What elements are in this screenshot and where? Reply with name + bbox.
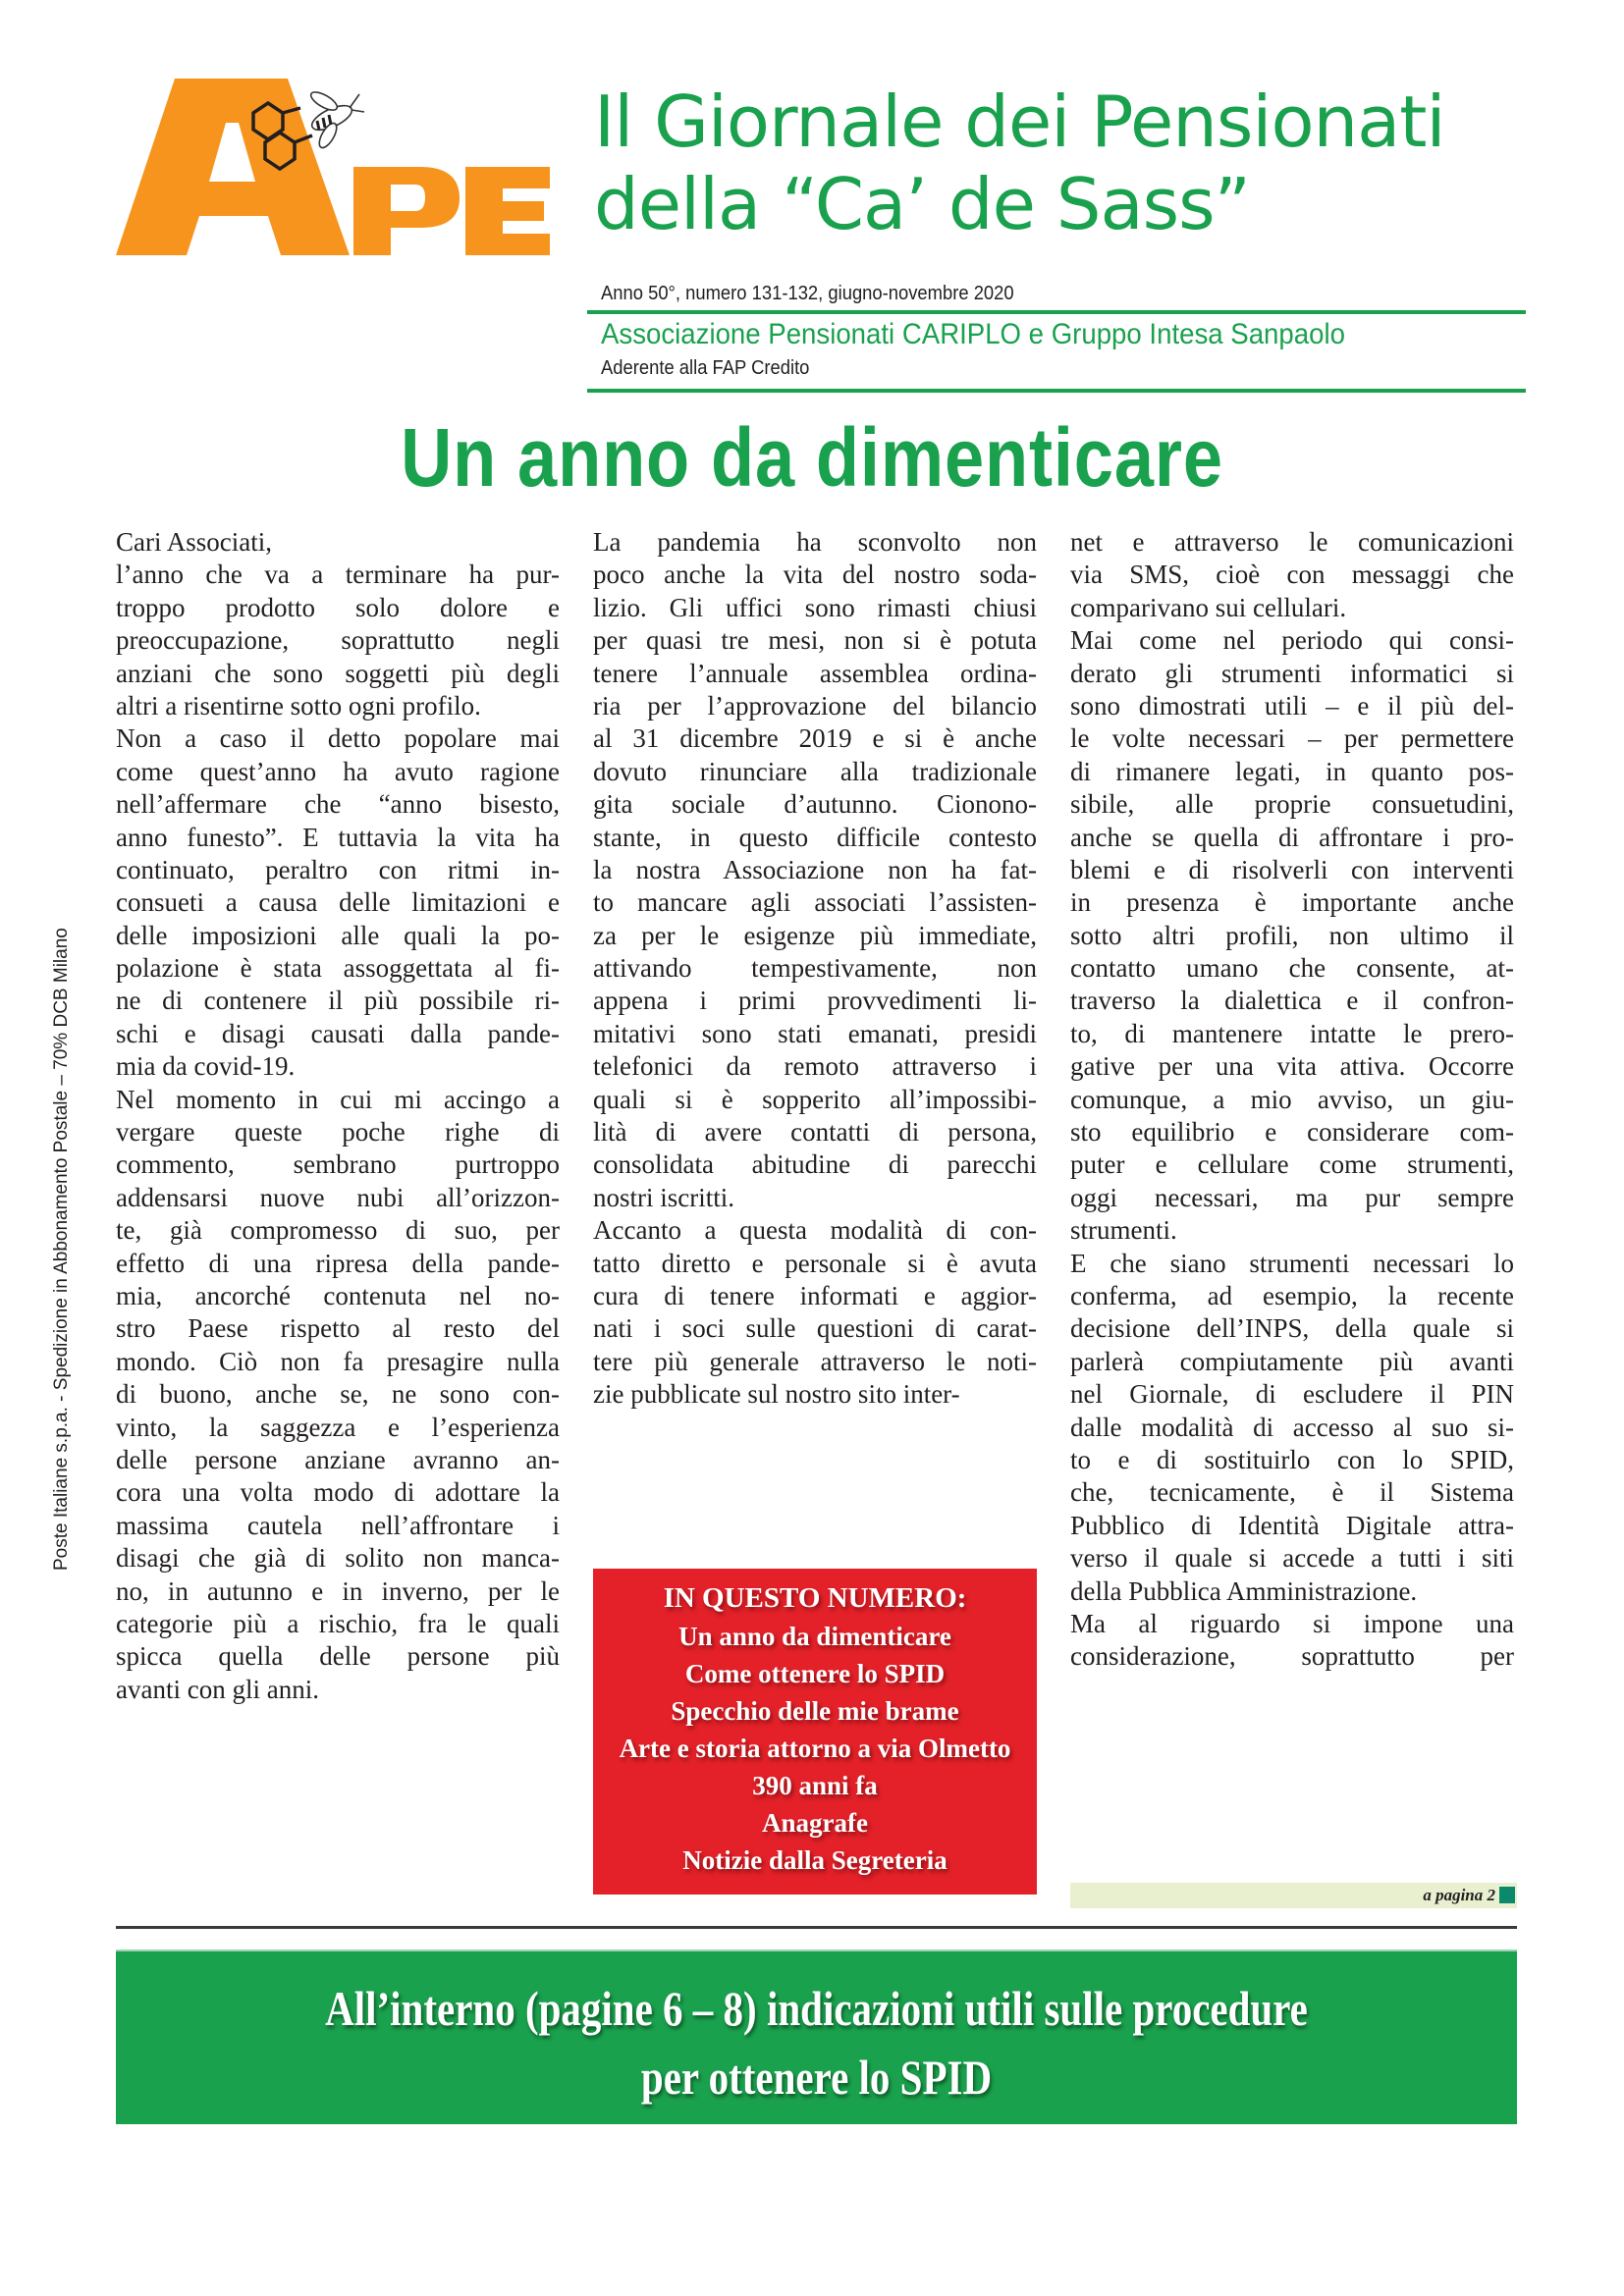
text-line: anziani che sono soggetti più degli: [116, 658, 560, 688]
text-line: Ma al riguardo si impone una: [1070, 1608, 1514, 1638]
text-line: to mancare agli associati l’assisten-: [593, 887, 1037, 918]
bee-honeycomb-logo-icon: [106, 69, 568, 255]
text-line: cora una volta modo di adottare la: [116, 1477, 560, 1508]
text-line: stro Paese rispetto al resto del: [116, 1313, 560, 1344]
text-line: come quest’anno ha avuto ragione: [116, 756, 560, 786]
association-name: Associazione Pensionati CARIPLO e Gruppo Intesa Sanpaolo: [601, 318, 1345, 350]
banner-line-2: per ottenere lo SPID: [640, 2050, 993, 2105]
text-line: le volte necessari – per permettere: [1070, 723, 1514, 754]
text-line: appena i primi provvedimenti li-: [593, 986, 1037, 1016]
text-line: gative per una vita attiva. Occorre: [1070, 1051, 1514, 1082]
text-line: E che siano strumenti necessari lo: [1070, 1248, 1514, 1278]
text-line: parlerà compiutamente più avanti: [1070, 1346, 1514, 1376]
text-line: lità di avere contatti di persona,: [593, 1117, 1037, 1148]
text-line: oggi necessari, ma pur sempre: [1070, 1182, 1514, 1212]
text-line: no, in autunno e in inverno, per le: [116, 1575, 560, 1606]
text-line: vinto, la saggezza e l’esperienza: [116, 1412, 560, 1442]
spid-info-banner: [116, 1949, 1517, 2124]
text-line: sto equilibrio e considerare com-: [1070, 1117, 1514, 1148]
text-line: poco anche la vita del nostro soda-: [593, 560, 1037, 590]
issue-info: Anno 50°, numero 131-132, giugno-novembre 2020: [601, 283, 1014, 304]
text-line: considerazione, soprattutto per: [1070, 1641, 1514, 1672]
text-line: quali si è sopperito all’impossibi-: [593, 1084, 1037, 1114]
toc-item[interactable]: Come ottenere lo SPID: [684, 1659, 946, 1688]
text-line: disagi che già di solito non manca-: [116, 1543, 560, 1574]
masthead-title-line2: della “Ca’ de Sass”: [594, 163, 1250, 245]
text-line: sono dimostrati utili – e il più del-: [1070, 690, 1514, 721]
text-line: to e di sostituirlo con lo SPID,: [1070, 1444, 1514, 1474]
text-line: consolidata abitudine di parecchi: [593, 1149, 1037, 1180]
text-line: conferma, ad esempio, la recente: [1070, 1280, 1514, 1310]
text-line: attivando tempestivamente, non: [593, 953, 1037, 984]
text-line: delle persone anziane avranno an-: [116, 1444, 560, 1474]
masthead-title-line1: Il Giornale dei Pensionati: [594, 80, 1445, 163]
text-line: troppo prodotto solo dolore e: [116, 592, 560, 622]
text-line: traverso la dialettica e il confron-: [1070, 986, 1514, 1016]
toc-item[interactable]: Un anno da dimenticare: [678, 1622, 951, 1651]
article-headline: Un anno da dimenticare: [401, 411, 1223, 504]
text-line: effetto di una ripresa della pande-: [116, 1248, 560, 1278]
text-line: cura di tenere informati e aggior-: [593, 1280, 1037, 1310]
text-line: sibile, alle proprie consuetudini,: [1070, 789, 1514, 820]
text-line: nati i soci sulle questioni di carat-: [593, 1313, 1037, 1344]
text-line: puter e cellulare come strumenti,: [1070, 1149, 1514, 1180]
text-line: mitativi sono stati emanati, presidi: [593, 1018, 1037, 1048]
text-line: avanti con gli anni.: [116, 1674, 319, 1704]
text-line: stante, in questo difficile contesto: [593, 822, 1037, 852]
text-line: mia, ancorché contenuta nel no-: [116, 1280, 560, 1310]
text-line: delle imposizioni alle quali la po-: [116, 920, 560, 950]
text-line: via SMS, cioè con messaggi che: [1070, 560, 1514, 590]
text-line: blemi e di risolverli con interventi: [1070, 854, 1514, 884]
text-line: commento, sembrano purtroppo: [116, 1149, 560, 1180]
text-line: comunque, a mio avviso, un giu-: [1070, 1084, 1514, 1114]
text-line: schi e disagi causati dalla pande-: [116, 1018, 560, 1048]
text-line: tenere l’annuale assemblea ordina-: [593, 658, 1037, 688]
text-line: l’anno che va a terminare ha pur-: [116, 560, 560, 590]
in-this-issue-box: [593, 1569, 1037, 1895]
text-line: consueti a causa delle limitazioni e: [116, 887, 560, 918]
square-marker-icon: [1499, 1887, 1515, 1903]
text-line: comparivano sui cellulari.: [1070, 592, 1347, 622]
text-line: decisione dell’INPS, della quale si: [1070, 1313, 1514, 1344]
text-line: verso il quale si accede a tutti i siti: [1070, 1543, 1514, 1574]
text-line: tatto diretto e personale si è avuta: [593, 1248, 1037, 1278]
text-line: polazione è stata assoggettata al fi-: [116, 953, 560, 984]
text-line: della Pubblica Amministrazione.: [1070, 1575, 1418, 1606]
toc-item[interactable]: Anagrafe: [762, 1808, 868, 1838]
text-line: per quasi tre mesi, non si è potuta: [593, 625, 1037, 656]
text-line: nel Giornale, di escludere il PIN: [1070, 1379, 1514, 1410]
text-line: zie pubblicate sul nostro sito inter-: [593, 1379, 960, 1410]
ape-logo: [106, 69, 568, 255]
text-line: dovuto rinunciare alla tradizionale: [593, 756, 1037, 786]
text-line: Cari Associati,: [116, 527, 272, 557]
article-column-2: [593, 526, 1037, 1412]
text-line: addensarsi nuove nubi all’orizzon-: [116, 1182, 560, 1212]
text-line: categorie più a rischio, fra le quali: [116, 1608, 560, 1638]
text-line: telefonici da remoto attraverso i: [593, 1051, 1037, 1082]
text-line: preoccupazione, soprattutto negli: [116, 625, 560, 656]
text-line: Pubblico di Identità Digitale attra-: [1070, 1510, 1514, 1540]
text-line: nell’affermare che “anno bisesto,: [116, 789, 560, 820]
toc-item[interactable]: 390 anni fa: [752, 1771, 878, 1800]
text-line: che, tecnicamente, è il Sistema: [1070, 1477, 1514, 1508]
text-line: vergare queste poche righe di: [116, 1117, 560, 1148]
text-line: Nel momento in cui mi accingo a: [116, 1084, 560, 1114]
text-line: altri a risentirne sotto ogni profilo.: [116, 690, 481, 721]
text-line: al 31 dicembre 2019 e si è anche: [593, 723, 1037, 754]
masthead-rule-top: [587, 310, 1526, 314]
text-line: Non a caso il detto popolare mai: [116, 723, 560, 754]
toc-item[interactable]: Specchio delle mie brame: [671, 1696, 959, 1726]
text-line: continuato, peraltro con ritmi in-: [116, 854, 560, 884]
text-line: spicca quella delle persone più: [116, 1641, 560, 1672]
toc-title: IN QUESTO NUMERO:: [663, 1582, 967, 1614]
banner-line-1: All’interno (pagine 6 – 8) indicazioni utili sulle procedure: [325, 1981, 1308, 2036]
text-line: anno funesto”. E tuttavia la vita ha: [116, 822, 560, 852]
text-line: tere più generale attraverso le noti-: [593, 1346, 1037, 1376]
text-line: nostri iscritti.: [593, 1182, 734, 1212]
masthead-rule-bottom: [587, 389, 1526, 393]
text-line: mia da covid-19.: [116, 1051, 296, 1082]
affiliation: Aderente alla FAP Credito: [601, 357, 810, 379]
toc-item[interactable]: Arte e storia attorno a via Olmetto: [619, 1734, 1011, 1763]
text-line: strumenti.: [1070, 1215, 1177, 1246]
postal-side-note: Poste Italiane s.p.a. - Spedizione in Abbonamento Postale – 70% DCB Milano: [51, 928, 72, 1571]
text-line: Mai come nel periodo qui consi-: [1070, 625, 1514, 656]
text-line: ria per l’approvazione del bilancio: [593, 690, 1037, 721]
text-line: mondo. Ciò non fa presagire nulla: [116, 1346, 560, 1376]
text-line: lizio. Gli uffici sono rimasti chiusi: [593, 592, 1037, 622]
text-line: di rimanere legati, in quanto pos-: [1070, 756, 1514, 786]
continued-on-page-link[interactable]: [1070, 1883, 1517, 1908]
text-line: ne di contenere il più possibile ri-: [116, 986, 560, 1016]
text-line: za per le esigenze più immediate,: [593, 920, 1037, 950]
text-line: to, di mantenere intatte le prero-: [1070, 1018, 1514, 1048]
toc-item[interactable]: Notizie dalla Segreteria: [682, 1845, 947, 1875]
text-line: la nostra Associazione non ha fat-: [593, 854, 1037, 884]
text-line: anche se quella di affrontare i pro-: [1070, 822, 1514, 852]
text-line: sotto altri profili, non ultimo il: [1070, 920, 1514, 950]
article-column-1: [116, 526, 560, 1706]
section-divider: [116, 1926, 1517, 1929]
text-line: di buono, anche se, ne sono con-: [116, 1379, 560, 1410]
text-line: te, già compromesso di suo, per: [116, 1215, 560, 1246]
text-line: gita sociale d’autunno. Ciononο-: [593, 789, 1037, 820]
text-line: in presenza è importante anche: [1070, 887, 1514, 918]
text-line: derato gli strumenti informatici si: [1070, 658, 1514, 688]
text-line: massima cautela nell’affrontare i: [116, 1510, 560, 1540]
text-line: dalle modalità di accesso al suo si-: [1070, 1412, 1514, 1442]
article-column-3: [1070, 526, 1514, 1674]
text-line: contatto umano che consente, at-: [1070, 953, 1514, 984]
text-line: Accanto a questa modalità di con-: [593, 1215, 1037, 1246]
continued-label: a pagina 2: [1423, 1886, 1495, 1904]
text-line: La pandemia ha sconvolto non: [593, 527, 1037, 557]
text-line: net e attraverso le comunicazioni: [1070, 527, 1514, 557]
